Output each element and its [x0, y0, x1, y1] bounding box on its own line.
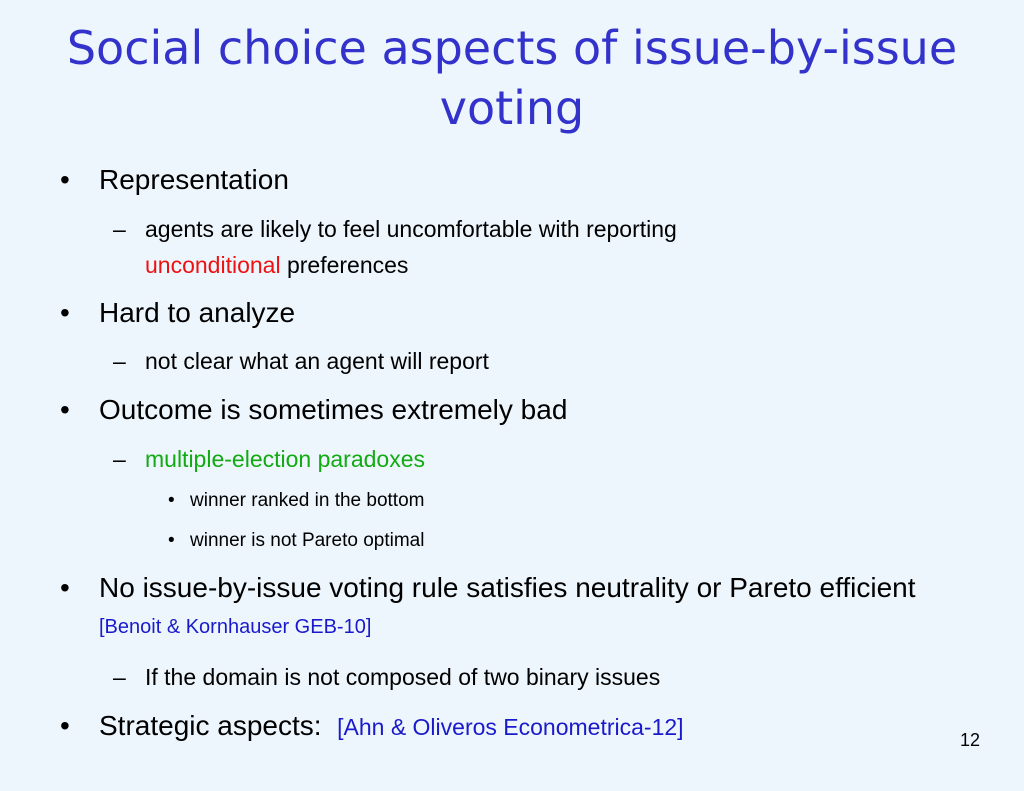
bullet-marker: • [168, 530, 175, 551]
bullet-text: Representation [99, 164, 289, 195]
sub-bullet-text: If the domain is not composed of two binary issues [145, 664, 661, 690]
sub-sub-bullet-text: winner ranked in the bottom [190, 490, 425, 511]
sub-sub-bullet-text: winner is not Pareto optimal [190, 530, 425, 551]
page-number: 12 [959, 730, 980, 750]
dash-marker: – [113, 664, 126, 690]
bullet-text [99, 570, 959, 645]
bullet-marker: • [60, 710, 70, 741]
highlight-unconditional: unconditional [145, 252, 281, 278]
text-part: No issue-by-issue voting rule satisfies neutrality or Pareto efficient [99, 572, 916, 603]
sub-bullet-text [145, 211, 945, 283]
bullet-text [99, 708, 959, 745]
sub-bullet-text: multiple-election paradoxes [145, 446, 425, 472]
text-part: Strategic aspects: [99, 710, 338, 741]
citation-benoit: [Benoit & Kornhauser GEB-10] [99, 616, 372, 638]
bullet-text: Outcome is sometimes extremely bad [99, 394, 568, 425]
bullet-text: Hard to analyze [99, 297, 296, 328]
bullet-marker: • [60, 297, 70, 328]
text-part: agents are likely to feel uncomfortable with reporting [145, 216, 677, 242]
text-part: preferences [280, 252, 409, 278]
slide-title: Social choice aspects of issue-by-issue voting [66, 21, 958, 135]
dash-marker: – [113, 216, 126, 242]
bullet-marker: • [60, 572, 70, 603]
bullet-marker: • [168, 490, 175, 511]
bullet-marker: • [60, 394, 70, 425]
dash-marker: – [113, 446, 126, 472]
sub-bullet-text: not clear what an agent will report [145, 348, 489, 374]
citation-ahn: [Ahn & Oliveros Econometrica-12] [337, 714, 684, 740]
bullet-marker: • [60, 164, 70, 195]
dash-marker: – [113, 348, 126, 374]
